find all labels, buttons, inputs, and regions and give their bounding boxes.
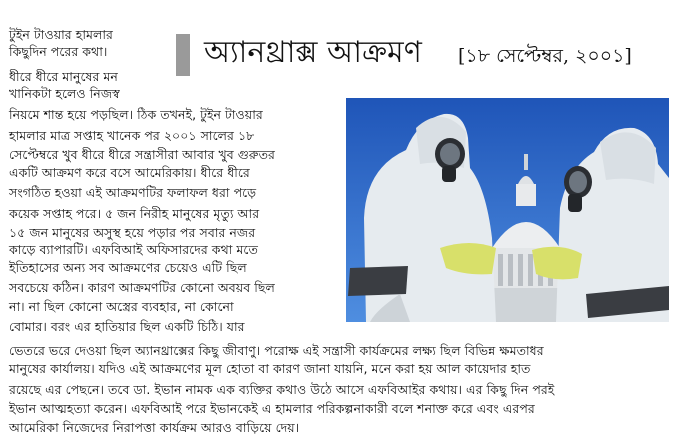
article-line: বোমার। বরং এর হাতিয়ার ছিল একটি চিঠি। যার xyxy=(9,319,245,334)
article-line: খানিকটা হলেও নিজস্ব xyxy=(9,86,120,101)
article-date: [১৮ সেপ্টেম্বর, ২০০১] xyxy=(458,45,632,67)
article-line: নিয়মে শান্ত হয়ে পড়ছিল। ঠিক তখনই, টুইন টাওয়ার xyxy=(9,107,263,122)
article-line: সংগঠিত হওয়া এই আক্রমণটির ফলাফল ধরা পড়ে xyxy=(9,185,257,200)
article-line: কয়েক সপ্তাহ পরে। ৫ জন নিরীহ মানুষের মৃত্যু আর xyxy=(9,206,260,221)
article-line: রয়েছে এর পেছনে। তবে ডা. ইভান নামক এক ব্যক্তির কথাও উঠে আসে এফবিআইর কথায়। এর কিছু দিন পরই xyxy=(9,382,555,397)
article-line: কিছুদিন পরের কথা। xyxy=(9,44,108,59)
article-line: মানুষের কার্যালয়। যদিও এই আক্রমণের মূল হোতা বা কারণ জানা যায়নি, মনে করা হয় আল কায়েদার হাত xyxy=(9,361,531,376)
article-line: ধীরে ধীরে মানুষের মন xyxy=(9,69,118,84)
article-heading xyxy=(176,30,668,80)
article-line: হামলার মাত্র সপ্তাহ খানেক পর ২০০১ সালের ১৮ xyxy=(9,128,255,143)
article-photo xyxy=(346,98,669,322)
article-line: সবচেয়ে কঠিন। কারণ আক্রমণটির কোনো অবয়ব ছিল xyxy=(9,280,275,295)
article-line: সেপ্টেম্বরে খুব ধীরে ধীরে সন্ত্রাসীরা আবার খুব গুরুতর xyxy=(9,147,275,162)
article-line: কাড়ে ব্যাপারটি। এফবিআই অফিসারদের কথা মতে xyxy=(9,242,258,257)
article-line: একটি আক্রমণ করে বসে আমেরিকায়। ধীরে ধীরে xyxy=(9,165,250,180)
article-title: অ্যানথ্রাক্স আক্রমণ xyxy=(204,35,422,70)
article-line: ইতিহাসের অন্য সব আক্রমণের চেয়েও এটি ছিল xyxy=(9,260,247,275)
photo-illustration xyxy=(346,98,669,322)
heading-accent-bar xyxy=(176,34,190,76)
article-line: টুইন টাওয়ার হামলার xyxy=(9,27,113,42)
article-line: ১৫ জন মানুষের অসুস্থ হয়ে পড়ার পর সবার নজর xyxy=(9,225,256,240)
article-line: ইভান আত্মহত্যা করেন। এফবিআই পরে ইভানকেই এ হামলার পরিকল্পনাকারী বলে শনাক্ত করে এবং এরপর xyxy=(9,401,535,416)
article-line: আমেরিকা নিজেদের নিরাপত্তা কার্যক্রম আরও বাড়িয়ে দেয়। xyxy=(9,420,300,435)
article-line: না। না ছিল কোনো অস্ত্রের ব্যবহার, না কোনো xyxy=(9,299,234,314)
article-line: ভেতরে ভরে দেওয়া ছিল অ্যানথ্রাক্সের কিছু জীবাণু। পরোক্ষ এই সন্ত্রাসী কার্যক্রমের লক্ষ্য ছিল বিভিন্ন ক্ষমতাধর xyxy=(9,343,544,358)
